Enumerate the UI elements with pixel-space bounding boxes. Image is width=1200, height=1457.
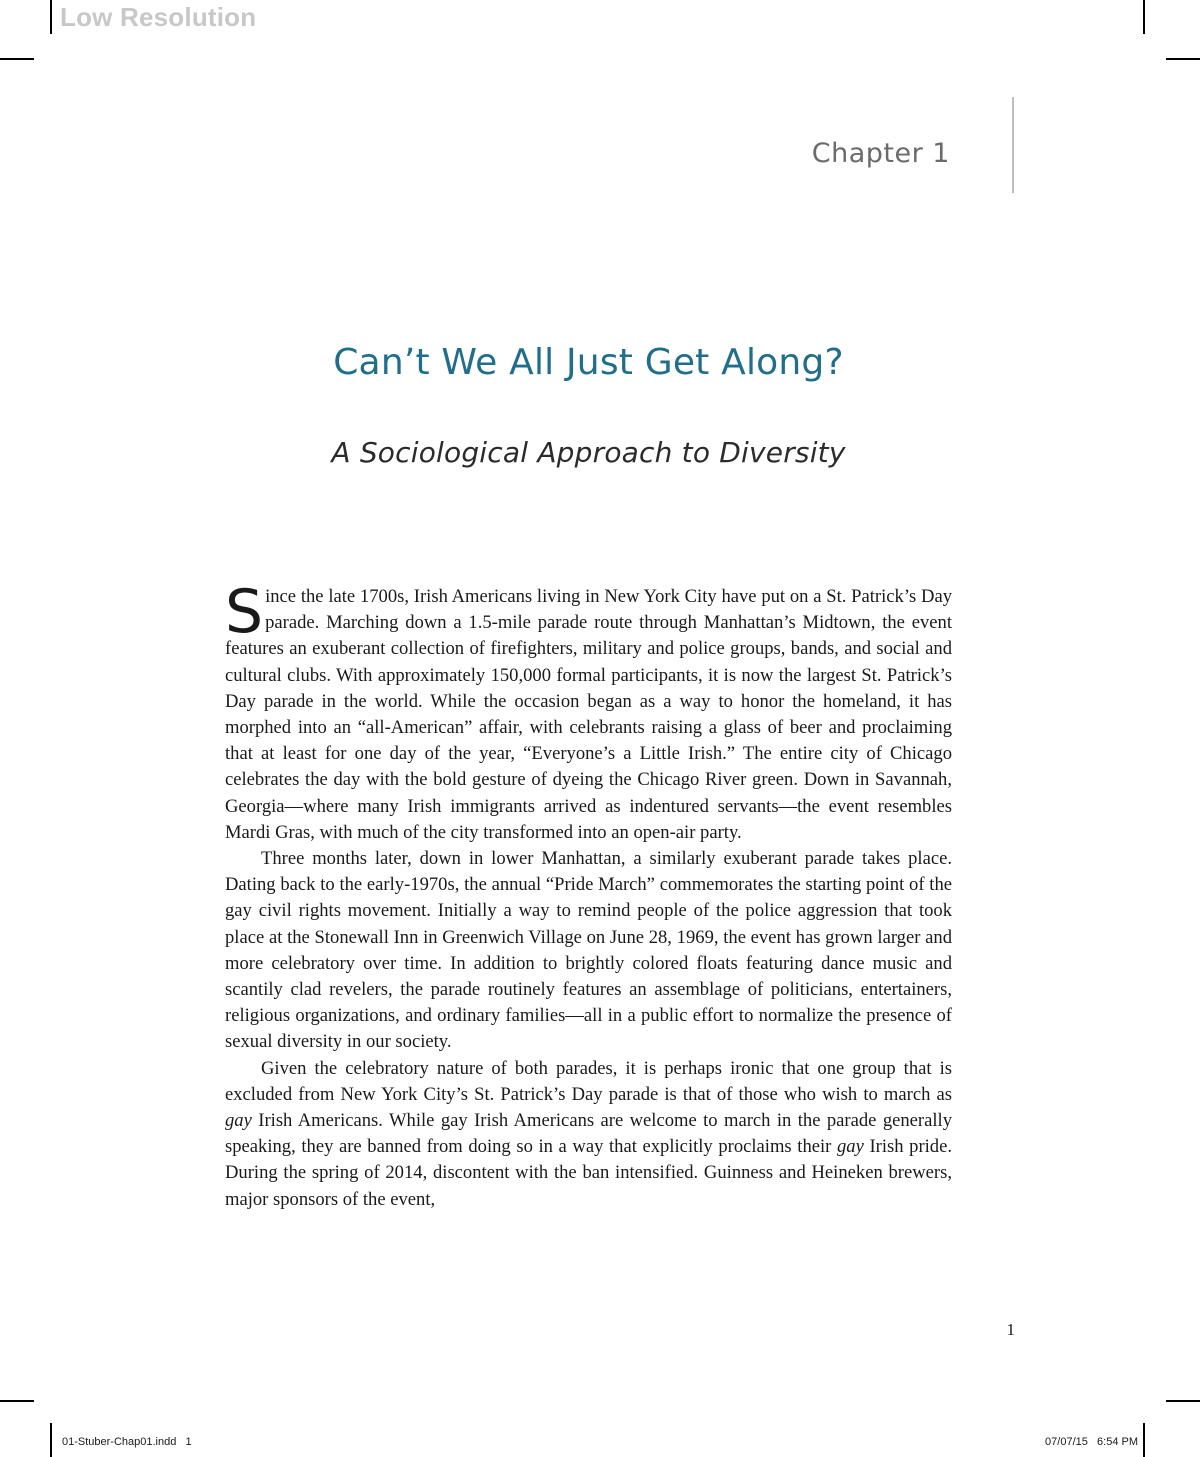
low-resolution-watermark: Low Resolution <box>60 2 257 32</box>
paragraph-1 <box>225 577 952 846</box>
body-text <box>225 577 953 1213</box>
paragraph-2: Three months later, down in lower Manhattan, a similarly exuberant parade takes place. Dating back to the early-1970s, the annual “Pride March” commemorates the starting point of the gay civil rights movement. Initially a way to remind people of the police aggression that took place at the Stonewall Inn in Greenwich Village on June 28, 1969, the event has grown larger and more celebratory over time. In addition to brightly colored floats featuring dance music and scantily clad revelers, the parade routinely features an assemblage of politicians, entertainers, religious organizations, and ordinary families—all in a public effort to normalize the presence of sexual diversity in our society. <box>225 848 952 1053</box>
chapter-title: Can’t We All Just Get Along? <box>333 342 844 383</box>
chapter-label: Chapter 1 <box>811 138 950 169</box>
slug-timestamp: 07/07/15 6:54 PM <box>1045 1436 1138 1448</box>
drop-cap: S <box>225 577 264 647</box>
paragraph-3 <box>225 1056 952 1213</box>
chapter-rule <box>1012 97 1014 193</box>
page-number: 1 <box>1006 1320 1015 1339</box>
paragraph-3-text-a: Given the celebratory nature of both parades, it is perhaps ironic that one group that is excluded from New York City’s St. Patrick’s Day parade is that of those who wish to march as <box>225 1057 952 1105</box>
crop-mark-right-top <box>1166 58 1200 60</box>
paragraph-3-text-c: Irish pride. During the spring of 2014, discontent with the ban intensified. Guinness and Heineken brewers, major sponsors of the event, <box>225 1136 953 1210</box>
crop-mark-left-top <box>0 58 34 60</box>
crop-mark-top-right <box>1143 0 1145 34</box>
chapter-subtitle: A Sociological Approach to Diversity <box>331 436 846 469</box>
crop-mark-bottom-left <box>50 1423 52 1457</box>
crop-mark-top-left <box>50 0 52 34</box>
paragraph-3-text-b: Irish Americans. While gay Irish Americans are welcome to march in the parade generally speaking, they are banned from doing so in a way that explicitly proclaims their <box>225 1110 952 1158</box>
crop-mark-right-bottom <box>1166 1400 1200 1402</box>
crop-mark-bottom-right <box>1143 1423 1145 1457</box>
crop-mark-left-bottom <box>0 1400 34 1402</box>
slug-file-name: 01-Stuber-Chap01.indd 1 <box>62 1436 192 1448</box>
paragraph-3-emphasis-1: gay <box>225 1110 252 1132</box>
paragraph-1-text: ince the late 1700s, Irish Americans living in New York City have put on a St. Patrick’s Day parade. Marching down a 1.5-mile parade route through Manhattan’s Midtown, the event features an exuberant collection of firefighters, military and police groups, bands, and social and cultural clubs. With approximately 150,000 formal participants, it is now the largest St. Patrick’s Day parade in the world. While the occasion began as a way to honor the homeland, it has morphed into an “all-American” affair, with celebrants raising a glass of beer and proclaiming that at least for one day of the year, “Everyone’s a Little Irish.” The entire city of Chicago celebrates the day with the bold gesture of dyeing the Chicago River green. Down in Savannah, Georgia—where many Irish immigrants arrived as indentured servants—the event resembles Mardi Gras, with much of the city transformed into an open-air party. <box>225 586 952 843</box>
paragraph-3-emphasis-2: gay <box>836 1136 864 1158</box>
